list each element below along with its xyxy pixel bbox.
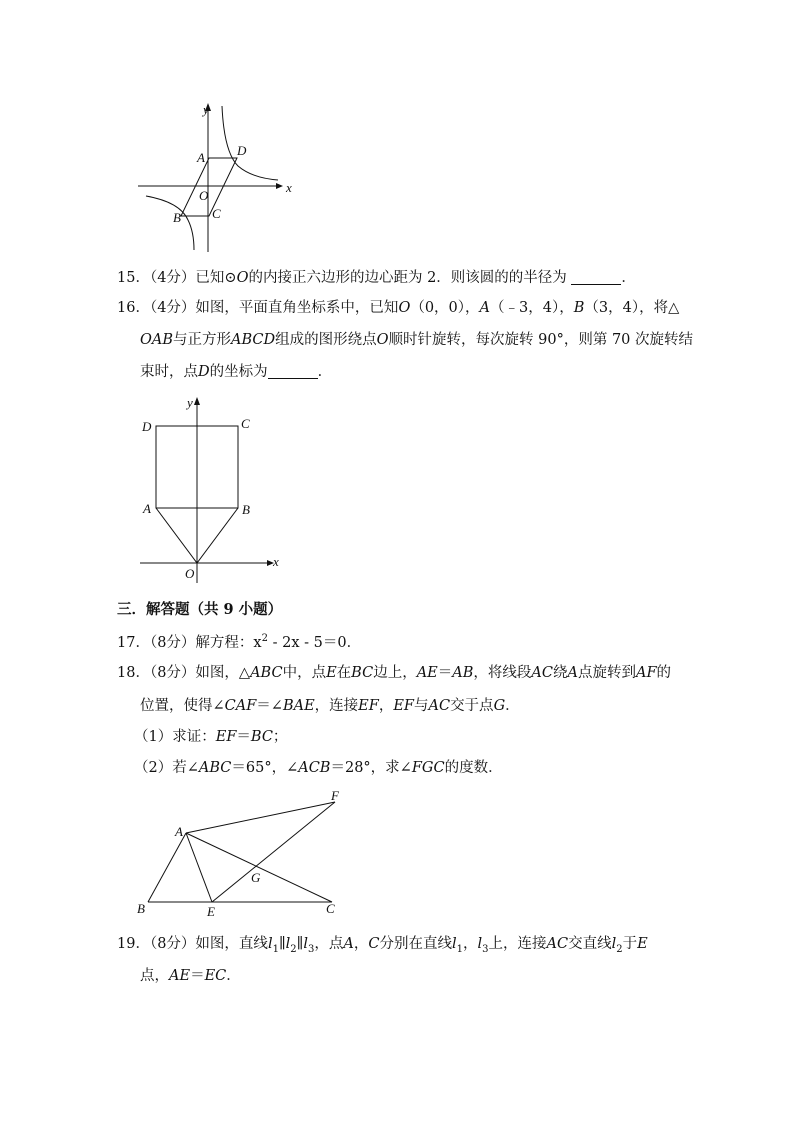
q18-text: 中，点 — [282, 665, 327, 681]
q18-ABC: ABC — [250, 665, 283, 681]
q18-text: ； — [272, 729, 288, 745]
question-15 — [0, 268, 794, 288]
q18-BC: BC — [250, 729, 273, 745]
q18-text: 的度数． — [444, 760, 503, 776]
q18-text: 18．（8分）如图，△ — [117, 665, 251, 681]
label-y: y — [187, 395, 193, 410]
question-18-line-2 — [0, 696, 794, 716]
q18-text: 的 — [656, 665, 672, 681]
q19-text: 19．（8分）如图，直线 — [117, 936, 268, 952]
q19-l: l — [303, 936, 309, 952]
q16-text: 的坐标为 — [209, 364, 268, 380]
label-B: B — [137, 901, 145, 916]
segment-ef — [212, 802, 335, 902]
q19-A: A — [343, 936, 354, 952]
q18-text: 在 — [336, 665, 352, 681]
q16-A: A — [479, 300, 491, 316]
q16-text: 组成的图形绕点 — [275, 332, 377, 348]
q18-text: （2）若∠ — [134, 760, 199, 776]
q15-number: 15． — [117, 270, 150, 286]
question-18-part-2 — [0, 758, 794, 778]
q18-text: ＝28°，求∠ — [330, 760, 412, 776]
q18-EF: EF — [393, 698, 414, 714]
label-A: A — [175, 824, 183, 839]
q15-end: ． — [621, 270, 636, 286]
q16-O: O — [398, 300, 411, 316]
segment-ab — [148, 833, 186, 902]
hyperbola-branch-upper — [222, 106, 278, 180]
q16-D: D — [198, 364, 210, 380]
q19-l: l — [267, 936, 273, 952]
q19-AE: AE — [169, 968, 191, 984]
q18-AC: AC — [531, 665, 553, 681]
q17-text: 17．（8分）解方程：x — [117, 635, 262, 651]
q16-OAB: OAB — [140, 332, 174, 348]
label-B: B — [173, 210, 181, 225]
q19-text: ， — [463, 936, 478, 952]
question-18-line-1 — [0, 663, 794, 683]
q18-text: ，将线段 — [473, 665, 532, 681]
label-y: y — [203, 102, 209, 117]
question-16-line-3 — [0, 362, 794, 382]
label-E: E — [207, 904, 215, 919]
q18-AB: AB — [452, 665, 474, 681]
q19-EC: EC — [204, 968, 227, 984]
q15-text-b: 的内接正六边形的边心距为 2．则该圆的的半径为 — [248, 270, 567, 286]
q18-EF: EF — [358, 698, 379, 714]
q16-text: （0，0）， — [410, 300, 480, 316]
q16-text: （3，4），将△ — [584, 300, 680, 316]
label-D: D — [237, 143, 247, 158]
q19-sub: 3 — [308, 943, 315, 955]
q18-BC: BC — [351, 665, 374, 681]
q18-text: 与 — [413, 698, 429, 714]
q19-l: l — [477, 936, 483, 952]
question-16-line-1 — [0, 298, 794, 318]
q18-text: ＝ — [236, 729, 251, 745]
x-axis-arrow-icon — [276, 183, 283, 189]
q17-text: - 2x - 5＝0． — [267, 635, 362, 651]
label-O: O — [185, 566, 195, 581]
label-D: D — [142, 419, 152, 434]
q19-l: l — [451, 936, 457, 952]
figure-q16 — [0, 390, 794, 590]
q19-text: ，点 — [314, 936, 344, 952]
label-G: G — [251, 870, 261, 885]
q16-end: ． — [317, 364, 333, 380]
q19-text: ． — [226, 968, 241, 984]
q18-text: ，连接 — [314, 698, 359, 714]
label-C: C — [241, 416, 250, 431]
q19-l: l — [611, 936, 617, 952]
q16-B: B — [573, 300, 585, 316]
q18-text: ＝ — [437, 665, 453, 681]
q18-AC: AC — [428, 698, 451, 714]
q19-text: 上，连接 — [488, 936, 547, 952]
q19-parallel: ∥ — [296, 936, 304, 952]
q18-AE: AE — [416, 665, 438, 681]
q16-text: 16．（4分）如图，平面直角坐标系中，已知 — [117, 300, 399, 316]
q19-sub: 1 — [272, 943, 279, 955]
q18-text: ， — [378, 698, 394, 714]
q18-FGC: FGC — [411, 760, 445, 776]
question-19-line-2 — [0, 966, 794, 986]
q18-text: ＝65°，∠ — [231, 760, 299, 776]
figure-q14 — [0, 0, 794, 270]
q15-O: O — [236, 270, 249, 286]
q16-text: （﹣3，4）， — [490, 300, 574, 316]
y-axis-arrow-icon — [194, 397, 200, 405]
label-A: A — [143, 501, 151, 516]
q19-text: 于 — [622, 936, 638, 952]
q19-text: 分别在直线 — [379, 936, 452, 952]
q19-C: C — [368, 936, 380, 952]
q18-E: E — [326, 665, 337, 681]
q17-exponent: 2 — [261, 633, 268, 645]
label-F: F — [331, 788, 339, 803]
q18-A: A — [567, 665, 578, 681]
q18-text: 点旋转到 — [577, 665, 636, 681]
q18-text: ． — [505, 698, 520, 714]
q16-text: 顺时针旋转，每次旋转 90°，则第 70 次旋转结 — [388, 332, 694, 348]
q18-text: 边上， — [373, 665, 417, 681]
q19-sub: 2 — [290, 943, 297, 955]
label-x: x — [286, 180, 292, 195]
q18-text: ＝∠ — [256, 698, 283, 714]
label-C: C — [212, 206, 221, 221]
q18-text: 绕 — [552, 665, 568, 681]
q19-sub: 3 — [482, 943, 489, 955]
figure-q18 — [0, 780, 794, 920]
q19-sub: 1 — [456, 943, 463, 955]
q15-answer-blank[interactable] — [571, 270, 621, 285]
question-19-line-1 — [0, 934, 794, 954]
q19-AC: AC — [546, 936, 569, 952]
q18-BAE: BAE — [282, 698, 315, 714]
question-18-part-1 — [0, 727, 794, 747]
label-x: x — [273, 554, 279, 569]
q18-text: 位置，使得∠ — [140, 698, 225, 714]
q18-CAF: CAF — [224, 698, 257, 714]
label-O: O — [199, 188, 209, 203]
q15-text: （4分）已知⊙ — [149, 270, 237, 286]
q19-text: ＝ — [190, 968, 205, 984]
q16-answer-blank[interactable] — [268, 364, 318, 379]
q19-text: 点， — [140, 968, 169, 984]
q19-sub: 2 — [616, 943, 623, 955]
label-A: A — [197, 150, 205, 165]
segment-af — [186, 802, 335, 833]
q18-AF: AF — [635, 665, 657, 681]
q19-parallel: ∥ — [278, 936, 286, 952]
q19-text: ， — [353, 936, 369, 952]
q16-text: 与正方形 — [173, 332, 232, 348]
label-C: C — [326, 901, 335, 916]
q19-text: 交直线 — [568, 936, 612, 952]
q19-E: E — [637, 936, 648, 952]
q18-G: G — [493, 698, 506, 714]
parallelogram-abcd — [181, 158, 237, 216]
section-3-title: 三．解答题（共 9 小题） — [117, 601, 283, 618]
q16-ABCD: ABCD — [231, 332, 276, 348]
q19-l: l — [285, 936, 291, 952]
q18-EF: EF — [215, 729, 237, 745]
q18-text: 交于点 — [450, 698, 494, 714]
q16-O: O — [376, 332, 389, 348]
question-17 — [0, 633, 794, 653]
question-16-line-2 — [0, 330, 794, 350]
q18-ABC: ABC — [198, 760, 232, 776]
q18-ACB: ACB — [298, 760, 331, 776]
q18-text: （1）求证： — [134, 729, 216, 745]
label-B: B — [242, 502, 250, 517]
q16-text: 束时，点 — [140, 364, 198, 380]
